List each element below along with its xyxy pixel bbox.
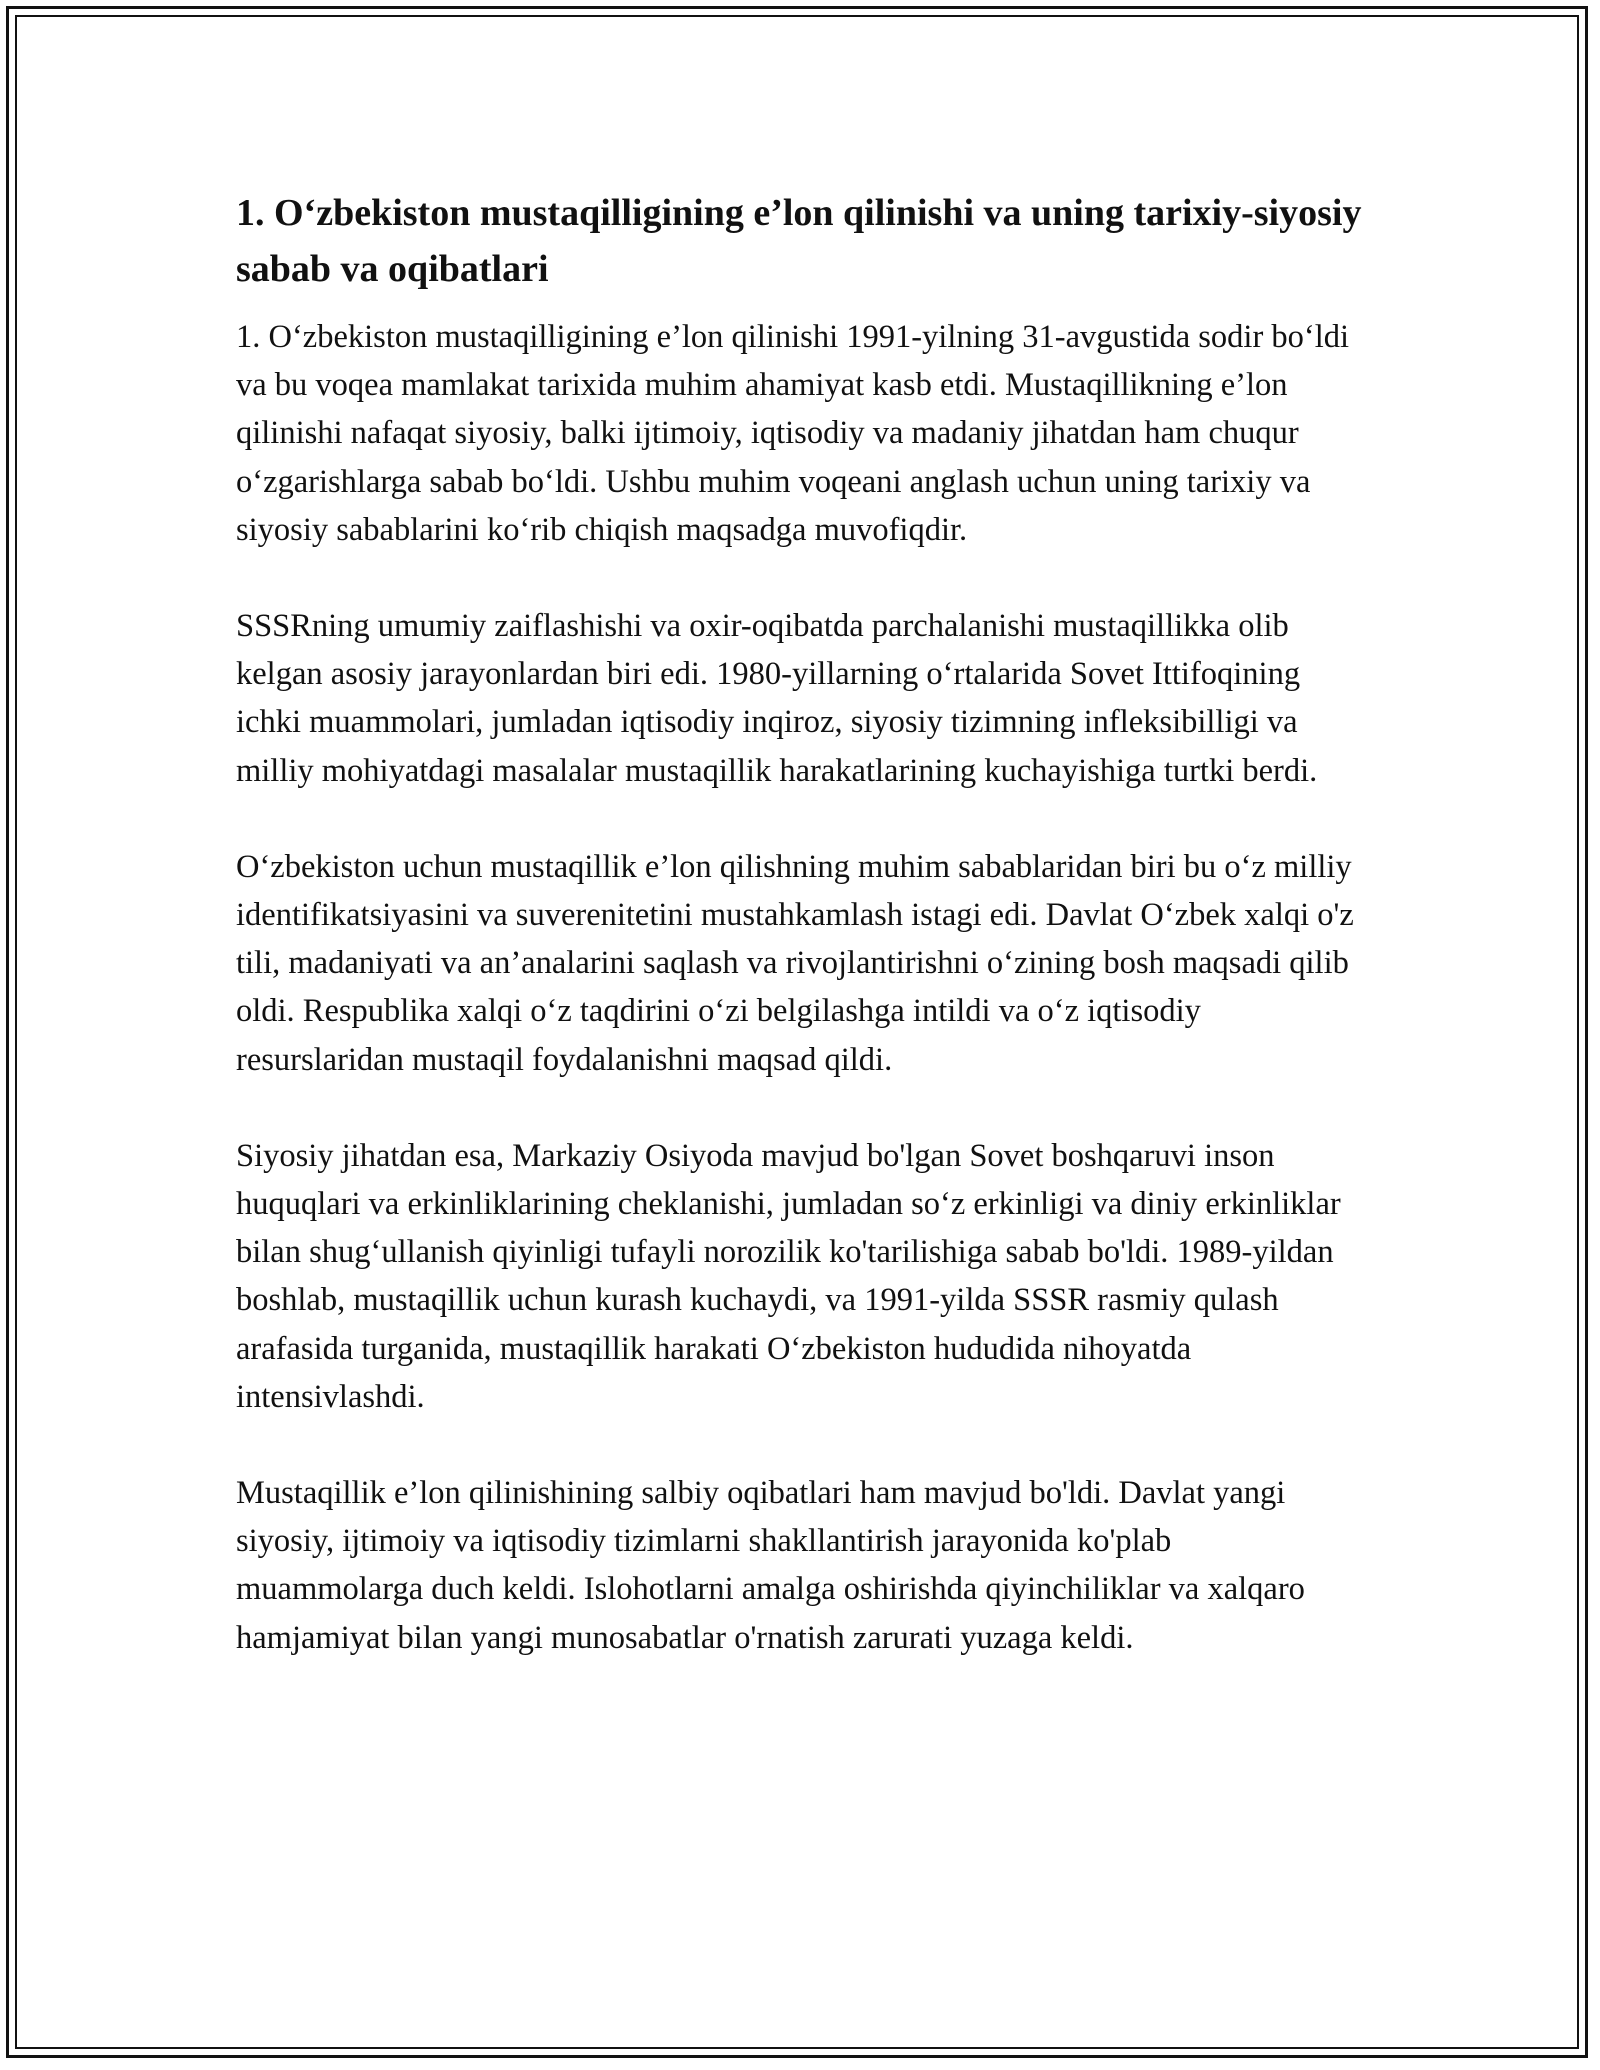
- document-body: [236, 185, 1366, 1662]
- document-title: 1. O‘zbekiston mustaqilligining e’lon qilinishi va uning tarixiy-siyosiy sabab va oqibatlari: [236, 192, 1362, 290]
- paragraph-3: O‘zbekiston uchun mustaqillik e’lon qilishning muhim sabablaridan biri bu o‘z milliy identifikatsiyasini va suverenitetini mustahkamlash istagi edi. Davlat O‘zbek xalqi o'z tili, madaniyati va an’analarini saqlash va rivojlantirishni o‘zining bosh maqsadi qilib oldi. Respublika xalqi o‘z taqdirini o‘zi belgilashga intildi va o‘z iqtisodiy resurslaridan mustaqil foydalanishni maqsad qildi.: [236, 848, 1354, 1078]
- paragraph-2: SSSRning umumiy zaiflashishi va oxir-oqibatda parchalanishi mustaqillikka olib kelgan asosiy jarayonlardan biri edi. 1980-yillarning o‘rtalarida Sovet Ittifoqining ichki muammolari, jumladan iqtisodiy inqiroz, siyosiy tizimning infleksibilligi va milliy mohiyatdagi masalalar mustaqillik harakatlarining kuchayishiga turtki berdi.: [236, 608, 1318, 789]
- paragraph-5: Mustaqillik e’lon qilinishining salbiy oqibatlari ham mavjud bo'ldi. Davlat yangi siyosiy, ijtimoiy va iqtisodiy tizimlarni shakllantirish jarayonida ko'plab muammolarga duch keldi. Islohotlarni amalga oshirishda qiyinchiliklar va xalqaro hamjamiyat bilan yangi munosabatlar o'rnatish zarurati yuzaga keldi.: [236, 1475, 1305, 1656]
- paragraph-1: 1. O‘zbekiston mustaqilligining e’lon qilinishi 1991-yilning 31-avgustida sodir bo‘ldi va bu voqea mamlakat tarixida muhim ahamiyat kasb etdi. Mustaqillikning e’lon qilinishi nafaqat siyosiy, balki ijtimoiy, iqtisodiy va madaniy jihatdan ham chuqur o‘zgarishlarga sabab bo‘ldi. Ushbu muhim voqeani anglash uchun uning tarixiy va siyosiy sabablarini ko‘rib chiqish maqsadga muvofiqdir.: [236, 319, 1350, 548]
- paragraph-4: Siyosiy jihatdan esa, Markaziy Osiyoda mavjud bo'lgan Sovet boshqaruvi inson huquqlari va erkinliklarining cheklanishi, jumladan so‘z erkinligi va diniy erkinliklar bilan shug‘ullanish qiyinligi tufayli norozilik ko'tarilishiga sabab bo'ldi. 1989-yildan boshlab, mustaqillik uchun kurash kuchaydi, va 1991-yilda SSSR rasmiy qulash arafasida turganida, mustaqillik harakati O‘zbekiston hududida nihoyatda intensivlashdi.: [236, 1137, 1341, 1415]
